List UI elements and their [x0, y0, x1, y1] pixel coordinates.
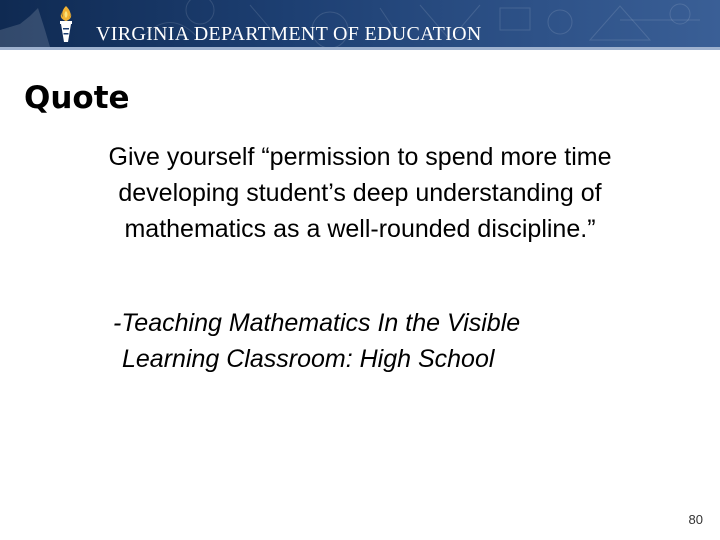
attribution-line: Learning Classroom: High School — [122, 345, 495, 373]
header-banner — [0, 0, 720, 47]
banner-divider — [0, 47, 720, 50]
quote-line: Give yourself “permission to spend more time — [108, 143, 612, 171]
slide-title: Quote — [24, 80, 130, 116]
organization-name: VIRGINIA DEPARTMENT OF EDUCATION — [96, 23, 482, 45]
quote-attribution — [113, 305, 520, 377]
page-number: 80 — [688, 512, 703, 527]
torch-icon — [52, 4, 80, 44]
attribution-line: -Teaching Mathematics In the Visible — [113, 309, 521, 337]
quote-text — [0, 139, 720, 247]
quote-line: mathematics as a well-rounded discipline.” — [124, 215, 596, 243]
quote-line: developing student’s deep understanding of — [118, 179, 602, 207]
